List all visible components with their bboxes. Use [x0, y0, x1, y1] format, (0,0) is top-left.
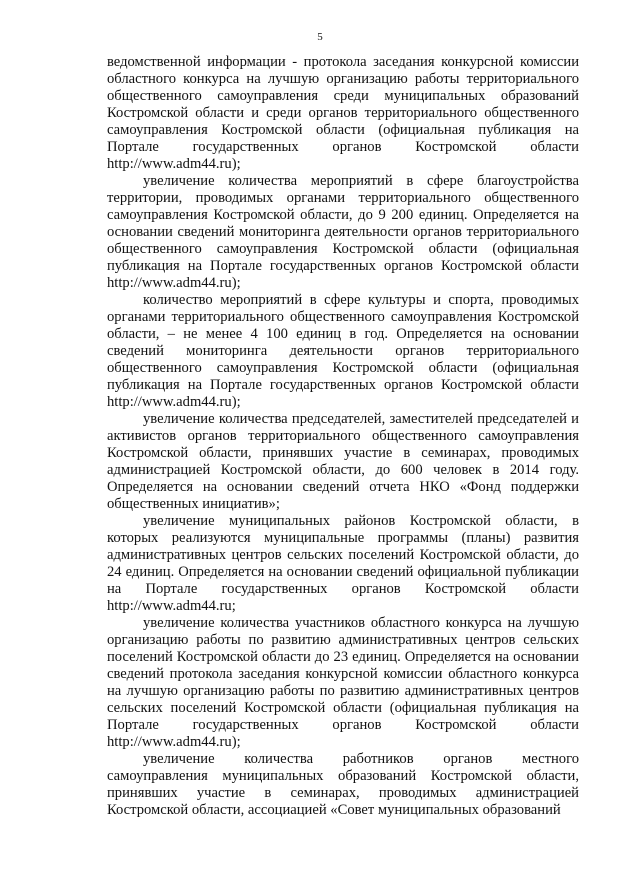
- paragraph: увеличение количества председателей, заместителей председателей и активистов органов территориального общественного самоуправления Костромской области, принявших участие в семинарах, проводимых администрацией Костромской области, до 600 человек в 2014 году. Определяется на основании сведений отчета НКО «Фонд поддержки общественных инициатив»;: [107, 411, 579, 512]
- paragraph: увеличение количества работников органов местного самоуправления муниципальных образований Костромской области, принявших участие в семинарах, проводимых администрацией Костромской области, ассоциацией «Совет муниципальных образований: [107, 751, 579, 818]
- paragraph: увеличение количества мероприятий в сфере благоустройства территории, проводимых органами территориального общественного самоуправления Костромской области, до 9 200 единиц. Определяется на основании сведений мониторинга деятельности органов территориального общественного самоуправления Костромской области (официальная публикация на Портале государственных органов Костромской области http://www.adm44.ru);: [107, 173, 579, 291]
- paragraph: количество мероприятий в сфере культуры и спорта, проводимых органами территориального общественного самоуправления Костромской области, – не менее 4 100 единиц в год. Определяется на основании сведений мониторинга деятельности органов территориального общественного самоуправления Костромской области (официальная публикация на Портале государственных органов Костромской области http://www.adm44.ru);: [107, 292, 579, 410]
- body-text: [107, 54, 579, 819]
- paragraph: увеличение муниципальных районов Костромской области, в которых реализуются муниципальные программы (планы) развития административных центров сельских поселений Костромской области, до 24 единиц. Определяется на основании сведений официальной публикации на Портале государственных органов Костромской области http://www.adm44.ru;: [107, 513, 579, 614]
- paragraph: ведомственной информации - протокола заседания конкурсной комиссии областного конкурса на лучшую организацию работы территориального общественного самоуправления среди муниципальных образований Костромской области и среди органов территориального общественного самоуправления Костромской области (официальная публикация на Портале государственных органов Костромской области http://www.adm44.ru);: [107, 54, 579, 172]
- page-number: 5: [317, 31, 323, 43]
- paragraph: увеличение количества участников областного конкурса на лучшую организацию работы по развитию административных центров сельских поселений Костромской области до 23 единиц. Определяется на основании сведений протокола заседания конкурсной комиссии областного конкурса на лучшую организацию работы по развитию административных центров сельских поселений Костромской области (официальная публикация на Портале государственных органов Костромской области http://www.adm44.ru);: [107, 615, 579, 750]
